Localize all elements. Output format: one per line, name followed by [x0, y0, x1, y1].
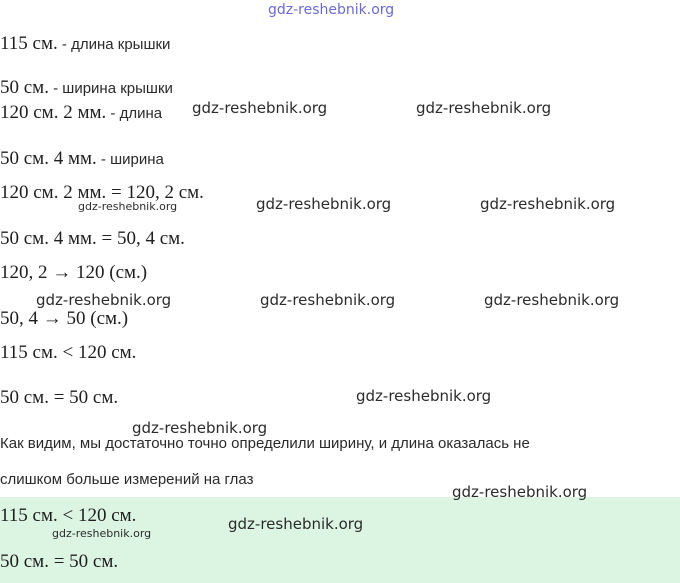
paragraph-line-2: слишком больше измерений на глаз	[0, 471, 254, 488]
math: 115 см. < 120 см.	[0, 505, 137, 526]
line-4	[0, 148, 164, 170]
line-8	[0, 308, 128, 330]
watermark: gdz-reshebnik.org	[452, 483, 588, 501]
line-3	[0, 102, 162, 124]
watermark: gdz-reshebnik.org	[356, 387, 492, 405]
watermark: gdz-reshebnik.org	[132, 419, 268, 437]
math: 50 см. = 50 см.	[0, 387, 119, 408]
watermark: gdz-reshebnik.org	[416, 99, 552, 117]
math: 115 см.	[0, 33, 58, 54]
watermark: gdz-reshebnik.org	[52, 527, 152, 540]
text: - длина крышки	[57, 36, 171, 53]
math: 115 см. < 120 см.	[0, 342, 137, 363]
line-6	[0, 228, 185, 250]
paragraph-line-1: Как видим, мы достаточно точно определили ширину, и длина оказалась не	[0, 435, 530, 452]
line-2	[0, 77, 173, 99]
watermark-top: gdz-reshebnik.org	[268, 2, 395, 18]
watermark: gdz-reshebnik.org	[192, 99, 328, 117]
line-10	[0, 387, 118, 409]
math: 50 см. = 50 см.	[0, 551, 119, 572]
line-1	[0, 33, 170, 55]
watermark: gdz-reshebnik.org	[480, 195, 616, 213]
text: - ширина	[96, 151, 164, 168]
answer-line-1	[0, 505, 136, 527]
math: 50 см. 4 мм. = 50, 4 см.	[0, 228, 185, 249]
watermark: gdz-reshebnik.org	[78, 200, 178, 213]
watermark: gdz-reshebnik.org	[484, 291, 620, 309]
math: 50 см. 4 мм.	[0, 148, 97, 169]
math: 120 см. 2 мм. = 120, 2 см.	[0, 182, 204, 203]
watermark: gdz-reshebnik.org	[228, 515, 364, 533]
text: - длина	[106, 105, 163, 122]
math: 120 см. 2 мм.	[0, 102, 107, 123]
watermark: gdz-reshebnik.org	[36, 291, 172, 309]
line-7	[0, 262, 147, 284]
math: 120, 2 → 120 (см.)	[0, 262, 148, 283]
math: 50 см.	[0, 77, 49, 98]
line-9	[0, 342, 136, 364]
watermark: gdz-reshebnik.org	[260, 291, 396, 309]
answer-line-2	[0, 551, 118, 573]
text: - ширина крышки	[48, 80, 173, 97]
watermark: gdz-reshebnik.org	[256, 195, 392, 213]
math: 50, 4 → 50 (см.)	[0, 308, 129, 329]
